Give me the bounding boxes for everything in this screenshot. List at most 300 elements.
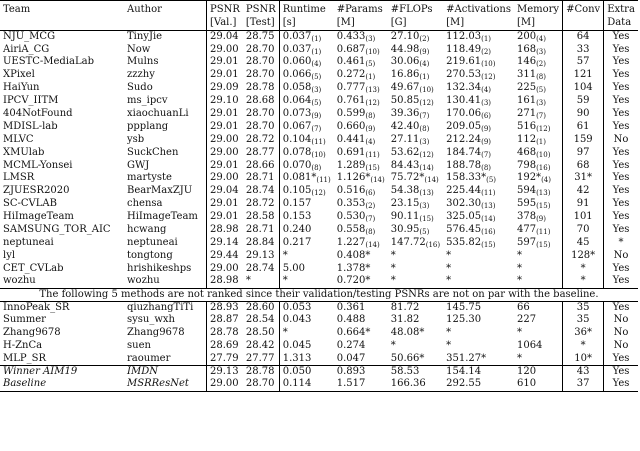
psnr-test-cell: 28.74 [245, 262, 275, 274]
psnr-val-cell: 29.01 [207, 108, 243, 121]
extra-data-cell: Yes [604, 31, 638, 44]
table-row [0, 250, 638, 263]
conv-cell: 101 [563, 211, 604, 224]
params-cell-rank: (7) [365, 215, 376, 224]
runtime-cell: * [279, 250, 334, 263]
extra-data-cell: No [604, 250, 638, 263]
runtime-cell-rank: (3) [311, 86, 322, 95]
runtime-cell: $0.064_{(5)}$ [279, 95, 334, 108]
author-cell: neptuneai [127, 236, 178, 248]
team-cell: XMUlab [3, 146, 45, 158]
unranked-row [0, 314, 638, 327]
params-cell: 0.274 [336, 340, 366, 352]
team-cell: Winner AIM19 [3, 366, 78, 378]
psnr-val-cell: 29.14 [207, 237, 243, 250]
runtime-cell: $0.037_{(1)}$ [279, 43, 334, 56]
conv-cell: 159 [563, 134, 604, 147]
conv-cell: 43 [563, 366, 604, 379]
team-cell: MLVC [3, 133, 34, 145]
psnr-test-cell: 28.74 [245, 185, 275, 197]
psnr-val-cell: 29.00 [207, 134, 243, 147]
runtime-cell: 0.153 [279, 211, 334, 224]
activations-cell: $112.03_{(1)}$ [446, 30, 492, 43]
psnr-test-cell: 28.72 [245, 198, 275, 210]
activations-cell-rank: (8) [481, 163, 492, 172]
psnr-val-cell: 28.69 [207, 340, 243, 353]
activations-cell: $270.53_{(12)}$ [446, 69, 496, 82]
conv-cell: 10* [563, 353, 604, 366]
author-cell: zzzhy [127, 69, 155, 81]
conv-cell: 42 [563, 185, 604, 198]
extra-data-cell: No [604, 340, 638, 353]
flops-cell: $30.06_{(4)}$ [390, 56, 430, 69]
params-cell: 0.488 [336, 314, 366, 326]
params-cell: $0.441_{(4)}$ [336, 133, 376, 146]
author-cell: hcwang [127, 224, 167, 236]
flops-cell: * [390, 262, 396, 274]
params-cell: $1.289_{(15)}$ [336, 159, 380, 172]
params-cell: $0.761_{(12)}$ [336, 95, 380, 108]
conv-cell: 97 [563, 147, 604, 160]
params-cell: $1.126*_{(14)}$ [336, 172, 385, 185]
memory-cell-rank: (9) [536, 215, 546, 224]
conv-cell: 35 [563, 301, 604, 314]
flops-cell-rank: (3) [419, 202, 430, 211]
memory-cell-rank: (4) [536, 34, 546, 43]
flops-cell: $30.95_{(5)}$ [390, 224, 430, 237]
psnr-val-cell: 29.01 [207, 56, 243, 69]
table-row [0, 31, 638, 44]
extra-data-cell: Yes [604, 172, 638, 185]
extra-data-cell: No [604, 327, 638, 340]
memory-cell-rank: (5) [536, 86, 546, 95]
flops-cell: $90.11_{(15)}$ [390, 211, 434, 224]
extra-data-cell: Yes [604, 379, 638, 392]
flops-cell: $84.43_{(14)}$ [390, 159, 434, 172]
conv-cell: 37 [563, 379, 604, 392]
conv-cell: 57 [563, 56, 604, 69]
conv-cell: 31* [563, 172, 604, 185]
runtime-cell-rank: (11) [316, 176, 331, 185]
extra-data-cell: Yes [604, 198, 638, 211]
unranked-note-row [0, 288, 638, 301]
conv-cell: 128* [563, 250, 604, 263]
runtime-cell: $0.105_{(12)}$ [279, 185, 334, 198]
psnr-test-cell: 28.71 [245, 172, 275, 184]
memory-cell: $146_{(2)}$ [516, 56, 546, 69]
activations-cell: $158.33*_{(5)}$ [446, 172, 497, 185]
psnr-val-cell: 29.44 [207, 250, 243, 263]
table-row [0, 82, 638, 95]
memory-cell: $468_{(10)}$ [516, 146, 551, 159]
flops-cell-rank: (13) [419, 189, 434, 198]
conv-cell: * [563, 340, 604, 353]
memory-cell: * [516, 327, 522, 339]
header-activations: #Activations [446, 3, 511, 15]
team-cell: H-ZnCa [3, 340, 43, 352]
params-cell-rank: (11) [365, 150, 380, 159]
header-flops: #FLOPs [390, 3, 433, 15]
memory-cell: $378_{(9)}$ [516, 211, 546, 224]
team-cell: SC-CVLAB [3, 198, 57, 210]
runtime-cell: * [279, 275, 334, 288]
runtime-cell: 0.050 [279, 366, 334, 379]
runtime-cell: $0.058_{(3)}$ [279, 82, 334, 95]
runtime-cell: $0.060_{(4)}$ [279, 56, 334, 69]
header-params: #Params [336, 3, 383, 15]
psnr-val-cell: 28.98 [207, 224, 243, 237]
extra-data-cell: Yes [604, 147, 638, 160]
header-flops-unit: [G] [390, 17, 407, 29]
psnr-test-cell: 28.58 [245, 211, 275, 223]
table-row [0, 263, 638, 276]
flops-cell-rank: (2) [419, 34, 430, 43]
memory-cell: 610 [516, 378, 537, 390]
params-cell-rank: (9) [365, 124, 376, 133]
conv-cell: 33 [563, 43, 604, 56]
team-cell: SAMSUNG_TOR_AIC [3, 224, 111, 236]
conv-cell: 45 [563, 237, 604, 250]
extra-data-cell: Yes [604, 211, 638, 224]
activations-cell-rank: (1) [481, 34, 492, 43]
params-cell: $0.660_{(9)}$ [336, 120, 376, 133]
runtime-cell: 1.313 [279, 353, 334, 366]
author-cell: suen [127, 340, 151, 352]
psnr-val-cell: 29.10 [207, 95, 243, 108]
flops-cell: $42.40_{(8)}$ [390, 120, 430, 133]
memory-cell: $597_{(15)}$ [516, 236, 551, 249]
flops-cell-rank: (14) [424, 176, 439, 185]
team-cell: HiImageTeam [3, 211, 74, 223]
psnr-test-cell: 28.70 [245, 378, 275, 390]
params-cell-rank: (6) [365, 189, 376, 198]
runtime-cell: $0.070_{(8)}$ [279, 159, 334, 172]
unranked-note: The following 5 methods are not ranked since their validation/testing PSNRs are not on par with the baseline. [0, 288, 638, 301]
memory-cell-rank: (15) [536, 240, 551, 249]
memory-cell-rank: (1) [536, 137, 546, 146]
runtime-cell-rank: (7) [311, 124, 322, 133]
author-cell: ms_ipcv [127, 95, 168, 107]
runtime-cell-rank: (5) [311, 73, 322, 82]
author-cell: Now [127, 43, 151, 55]
memory-cell: $516_{(12)}$ [516, 120, 551, 133]
activations-cell: 125.30 [446, 314, 482, 326]
params-cell: $1.227_{(14)}$ [336, 236, 380, 249]
runtime-cell: * [279, 327, 334, 340]
psnr-val-cell: 29.01 [207, 198, 243, 211]
memory-cell-rank: (15) [536, 202, 551, 211]
conv-cell: 35 [563, 314, 604, 327]
results-body [0, 31, 638, 392]
params-cell: $0.599_{(8)}$ [336, 108, 376, 121]
activations-cell-rank: (10) [481, 60, 496, 69]
flops-cell: $39.36_{(7)}$ [390, 108, 430, 121]
table-row [0, 95, 638, 108]
flops-cell: $50.85_{(12)}$ [390, 95, 434, 108]
params-cell-rank: (5) [365, 60, 376, 69]
team-cell: 404NotFound [3, 108, 73, 120]
header-runtime: Runtime [279, 1, 334, 18]
params-cell-rank: (14) [365, 240, 380, 249]
psnr-val-cell: 28.93 [207, 301, 243, 314]
flops-cell-rank: (8) [419, 124, 430, 133]
runtime-cell-rank: (8) [311, 163, 322, 172]
params-cell: $0.433_{(3)}$ [336, 30, 376, 43]
psnr-test-cell: 29.13 [245, 249, 275, 261]
activations-cell-rank: (7) [481, 150, 492, 159]
psnr-val-cell: 29.00 [207, 43, 243, 56]
params-cell-rank: (2) [365, 202, 376, 211]
psnr-val-cell: 29.01 [207, 121, 243, 134]
flops-cell: * [390, 275, 396, 287]
params-cell: 1.517 [336, 378, 366, 390]
flops-cell-rank: (15) [419, 215, 434, 224]
team-cell: UESTC-MediaLab [3, 56, 95, 68]
author-cell: MSRResNet [127, 378, 189, 390]
unranked-row [0, 301, 638, 314]
memory-cell-rank: (13) [536, 189, 551, 198]
memory-cell-rank: (12) [536, 124, 551, 133]
activations-cell-rank: (12) [481, 73, 496, 82]
activations-cell-rank: (2) [481, 47, 492, 56]
flops-cell-rank: (12) [419, 99, 434, 108]
author-cell: ysb [127, 133, 145, 145]
params-cell-rank: (3) [365, 34, 376, 43]
activations-cell-rank: (5) [486, 176, 497, 185]
flops-cell-rank: (10) [419, 86, 434, 95]
activations-cell-rank: (14) [481, 215, 496, 224]
psnr-test-cell: 28.72 [245, 133, 275, 145]
author-cell: IMDN [127, 366, 158, 378]
psnr-test-cell: 28.50 [245, 327, 275, 339]
psnr-val-cell: 29.00 [207, 263, 243, 276]
team-cell: Zhang9678 [3, 327, 61, 339]
params-cell: $0.516_{(6)}$ [336, 185, 376, 198]
memory-cell: * [516, 249, 522, 261]
runtime-cell: $0.081*_{(11)}$ [279, 172, 334, 185]
psnr-val-cell: 29.13 [207, 366, 243, 379]
params-cell: $0.558_{(8)}$ [336, 224, 376, 237]
psnr-test-cell: 28.84 [245, 236, 275, 248]
activations-cell: $209.05_{(9)}$ [446, 120, 492, 133]
team-cell: InnoPeak_SR [3, 301, 70, 313]
activations-cell: 154.14 [446, 366, 482, 378]
flops-cell-rank: (9) [419, 47, 430, 56]
author-cell: Sudo [127, 82, 153, 94]
psnr-test-cell: * [245, 275, 251, 287]
params-cell-rank: (8) [365, 228, 376, 237]
conv-cell: 90 [563, 108, 604, 121]
psnr-test-cell: 28.75 [245, 30, 275, 42]
author-cell: Zhang9678 [127, 327, 185, 339]
flops-cell-rank: (16) [425, 240, 441, 249]
team-cell: AiriA_CG [3, 43, 50, 55]
psnr-test-cell: 28.70 [245, 120, 275, 132]
header-runtime-unit: [s] [279, 17, 334, 31]
extra-data-cell: Yes [604, 301, 638, 314]
table-row [0, 56, 638, 69]
memory-cell: $595_{(15)}$ [516, 198, 551, 211]
flops-cell: 58.53 [390, 366, 420, 378]
psnr-val-cell: 29.04 [207, 185, 243, 198]
team-cell: MDISL-lab [3, 120, 58, 132]
header-psnr-test: PSNR [245, 3, 276, 15]
memory-cell: $168_{(3)}$ [516, 43, 546, 56]
memory-cell: 227 [516, 314, 537, 326]
conv-cell: 36* [563, 327, 604, 340]
activations-cell: $225.44_{(11)}$ [446, 185, 496, 198]
team-cell: CET_CVLab [3, 262, 64, 274]
flops-cell: $44.98_{(9)}$ [390, 43, 430, 56]
extra-data-cell: Yes [604, 69, 638, 82]
psnr-val-cell: 29.00 [207, 147, 243, 160]
author-cell: BearMaxZJU [127, 185, 193, 197]
params-cell: $0.777_{(13)}$ [336, 82, 380, 95]
table-row [0, 275, 638, 288]
memory-cell: $112_{(1)}$ [516, 133, 546, 146]
header-memory: Memory [516, 3, 560, 15]
psnr-test-cell: 27.77 [245, 352, 275, 364]
flops-cell: $53.62_{(12)}$ [390, 146, 434, 159]
author-cell: hrishikeshps [127, 262, 192, 274]
memory-cell-rank: (3) [536, 47, 546, 56]
table-row [0, 108, 638, 121]
author-cell: TinyJie [127, 30, 163, 42]
unranked-row [0, 327, 638, 340]
flops-cell: $49.67_{(10)}$ [390, 82, 434, 95]
flops-cell: * [390, 340, 396, 352]
runtime-cell-rank: (11) [311, 137, 326, 146]
memory-cell-rank: (10) [536, 150, 551, 159]
runtime-cell-rank: (1) [311, 47, 322, 56]
header-activations-unit: [M] [446, 17, 465, 29]
extra-data-cell: Yes [604, 159, 638, 172]
memory-cell: $271_{(7)}$ [516, 108, 546, 121]
memory-cell: 1064 [516, 340, 543, 352]
activations-cell: $118.49_{(2)}$ [446, 43, 492, 56]
runtime-cell-rank: (10) [311, 150, 326, 159]
activations-cell: 351.27* [446, 352, 487, 364]
conv-cell: 70 [563, 224, 604, 237]
extra-data-cell: Yes [604, 224, 638, 237]
memory-cell: $161_{(3)}$ [516, 95, 546, 108]
team-cell: HaiYun [3, 82, 40, 94]
extra-data-cell: Yes [604, 108, 638, 121]
conv-cell: * [563, 275, 604, 288]
header-psnr-val: PSNR [207, 1, 243, 18]
flops-cell: 48.08* [390, 327, 425, 339]
runtime-cell: $0.104_{(11)}$ [279, 134, 334, 147]
flops-cell-rank: (4) [419, 60, 430, 69]
runtime-cell: 0.043 [279, 314, 334, 327]
reference-row [0, 366, 638, 379]
team-cell: ZJUESR2020 [3, 185, 70, 197]
extra-data-cell: Yes [604, 263, 638, 276]
params-cell: 1.378* [336, 262, 371, 274]
activations-cell: $130.41_{(3)}$ [446, 95, 492, 108]
params-cell: $0.461_{(5)}$ [336, 56, 376, 69]
activations-cell: $302.30_{(13)}$ [446, 198, 496, 211]
extra-data-cell: Yes [604, 95, 638, 108]
team-cell: lyl [3, 249, 16, 261]
psnr-test-cell: 28.70 [245, 56, 275, 68]
runtime-cell: $0.037_{(1)}$ [279, 31, 334, 44]
header-author: Author [127, 3, 162, 15]
flops-cell: 31.82 [390, 314, 420, 326]
params-cell: 0.361 [336, 301, 366, 313]
activations-cell: $132.34_{(4)}$ [446, 82, 492, 95]
author-cell: wozhu [127, 275, 160, 287]
psnr-test-cell: 28.42 [245, 340, 275, 352]
activations-cell: $212.24_{(9)}$ [446, 133, 492, 146]
flops-cell-rank: (3) [419, 137, 430, 146]
runtime-cell: 0.114 [279, 379, 334, 392]
author-cell: raoumer [127, 352, 171, 364]
runtime-cell: 0.217 [279, 237, 334, 250]
table-row [0, 185, 638, 198]
activations-cell: $188.78_{(8)}$ [446, 159, 492, 172]
header-extra-unit: Data [604, 17, 638, 31]
table-row [0, 147, 638, 160]
team-cell: NJU_MCG [3, 30, 56, 42]
extra-data-cell: Yes [604, 56, 638, 69]
runtime-cell: $0.066_{(5)}$ [279, 69, 334, 82]
psnr-test-cell: 28.78 [245, 82, 275, 94]
table-row [0, 211, 638, 224]
conv-cell: 91 [563, 198, 604, 211]
activations-cell-rank: (16) [481, 228, 496, 237]
extra-data-cell: Yes [604, 275, 638, 288]
psnr-test-cell: 28.77 [245, 146, 275, 158]
activations-cell: * [446, 249, 452, 261]
memory-cell-rank: (11) [536, 228, 551, 237]
memory-cell: $225_{(5)}$ [516, 82, 546, 95]
memory-cell: $477_{(11)}$ [516, 224, 551, 237]
activations-cell-rank: (6) [481, 112, 492, 121]
params-cell: 0.720* [336, 275, 371, 287]
flops-cell: $27.11_{(3)}$ [390, 133, 430, 146]
extra-data-cell: Yes [604, 366, 638, 379]
extra-data-cell: * [604, 237, 638, 250]
memory-cell: $798_{(16)}$ [516, 159, 551, 172]
header-conv: #Conv [563, 1, 604, 18]
runtime-cell: $0.067_{(7)}$ [279, 121, 334, 134]
team-cell: XPixel [3, 69, 35, 81]
params-cell: 0.408* [336, 249, 371, 261]
table-row [0, 43, 638, 56]
psnr-val-cell: 28.78 [207, 327, 243, 340]
psnr-test-cell: 28.66 [245, 159, 275, 171]
params-cell-rank: (12) [365, 99, 380, 108]
table-row [0, 121, 638, 134]
reference-row [0, 379, 638, 392]
runtime-cell: 5.00 [279, 263, 334, 276]
activations-cell: * [446, 340, 452, 352]
psnr-test-cell: 28.68 [245, 95, 275, 107]
team-cell: wozhu [3, 275, 36, 287]
flops-cell: $147.72_{(16)}$ [390, 236, 441, 249]
flops-cell-rank: (12) [419, 150, 434, 159]
activations-cell: 145.75 [446, 301, 482, 313]
runtime-cell: $0.078_{(10)}$ [279, 147, 334, 160]
memory-cell: $200_{(4)}$ [516, 30, 546, 43]
author-cell: SuckChen [127, 146, 179, 158]
memory-cell: 66 [516, 301, 530, 313]
flops-cell-rank: (14) [419, 163, 434, 172]
runtime-cell-rank: (9) [311, 112, 322, 121]
psnr-test-cell: 28.78 [245, 366, 275, 378]
activations-cell: * [446, 327, 452, 339]
